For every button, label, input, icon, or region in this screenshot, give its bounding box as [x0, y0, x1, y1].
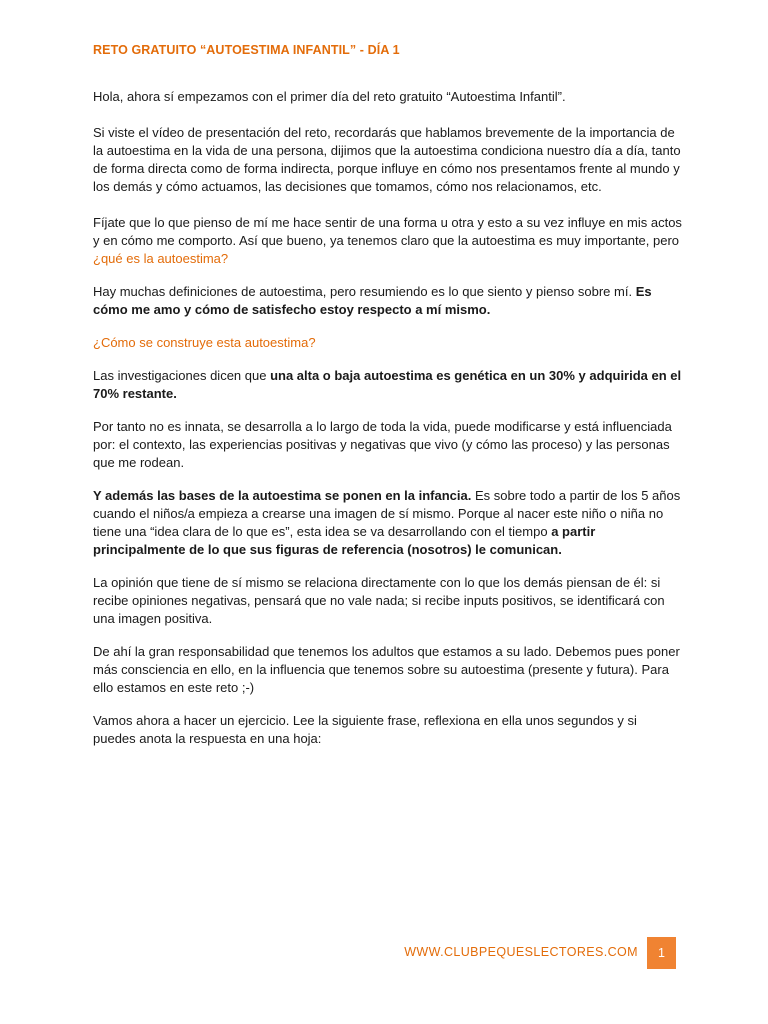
paragraph-opinion: La opinión que tiene de sí mismo se relaciona directamente con lo que los demás piensan de él: si recibe opiniones negativas, pensará que no vale nada; si recibe inputs positivos, se identificará con una imagen positiva. — [93, 575, 665, 626]
paragraph-not-innate: Por tanto no es innata, se desarrolla a lo largo de toda la vida, puede modificarse y está influenciada por: el contexto, las experiencias positivas y negativas que vivo (y cómo las proceso) y las personas que me rodean. — [93, 419, 672, 470]
paragraph-definition-text: Hay muchas definiciones de autoestima, pero resumiendo es lo que siento y pienso sobre mí. — [93, 284, 636, 299]
footer-website-link[interactable]: WWW.CLUBPEQUESLECTORES.COM — [404, 945, 638, 959]
paragraph-what-is-text: Fíjate que lo que pienso de mí me hace sentir de una forma u otra y esto a su vez influye en mis actos y en cómo me comporto. Así que bueno, ya tenemos claro que la autoestima es muy importante, pero — [93, 215, 682, 248]
document-body — [93, 88, 683, 763]
paragraph-childhood-bold-2: a partir principalmente de lo que sus figuras de referencia (nosotros) le comunican. — [93, 524, 596, 557]
paragraph-research-bold: una alta o baja autoestima es genética en un 30% y adquirida en el 70% restante. — [93, 368, 682, 401]
paragraph-definition — [93, 283, 683, 319]
section-heading: ¿Cómo se construye esta autoestima? — [93, 335, 316, 350]
paragraph-presentation: Si viste el vídeo de presentación del reto, recordarás que hablamos brevemente de la importancia de la autoestima en la vida de una persona, dijimos que la autoestima condiciona nuestro día a día, tanto de forma directa como de forma indirecta, porque influye en cómo nos presentamos frente al mundo y los demás y cómo actuamos, las decisiones que tomamos, cómo nos relacionamos, etc. — [93, 125, 681, 194]
page-number-badge: 1 — [647, 937, 676, 969]
paragraph-research-text: Las investigaciones dicen que — [93, 368, 271, 383]
paragraph-research — [93, 367, 683, 403]
paragraph-intro: Hola, ahora sí empezamos con el primer día del reto gratuito “Autoestima Infantil”. — [93, 89, 566, 104]
question-what-is-self-esteem: ¿qué es la autoestima? — [93, 251, 229, 266]
paragraph-childhood — [93, 487, 683, 559]
document-title: RETO GRATUITO “AUTOESTIMA INFANTIL” - DÍA 1 — [93, 43, 400, 57]
paragraph-exercise: Vamos ahora a hacer un ejercicio. Lee la siguiente frase, reflexiona en ella unos segundos y si puedes anota la respuesta en una hoja: — [93, 713, 637, 746]
paragraph-childhood-text: Es sobre todo a partir de los 5 años cuando el niños/a empieza a crearse una imagen de sí mismo. Porque al nacer este niño o niña no tiene una “idea clara de lo que es”, esta idea se va desarrollando con el tiempo — [93, 488, 681, 539]
paragraph-what-is — [93, 214, 683, 268]
paragraph-responsibility: De ahí la gran responsabilidad que tenemos los adultos que estamos a su lado. Debemos pues poner más consciencia en ello, en la influencia que tenemos sobre su autoestima (presente y futura). Para ello estamos en este reto ;-) — [93, 644, 680, 695]
paragraph-childhood-bold-1: Y además las bases de la autoestima se ponen en la infancia. — [93, 488, 472, 503]
page-footer — [0, 937, 768, 969]
paragraph-definition-bold: Es cómo me amo y cómo de satisfecho estoy respecto a mí mismo. — [93, 284, 652, 317]
